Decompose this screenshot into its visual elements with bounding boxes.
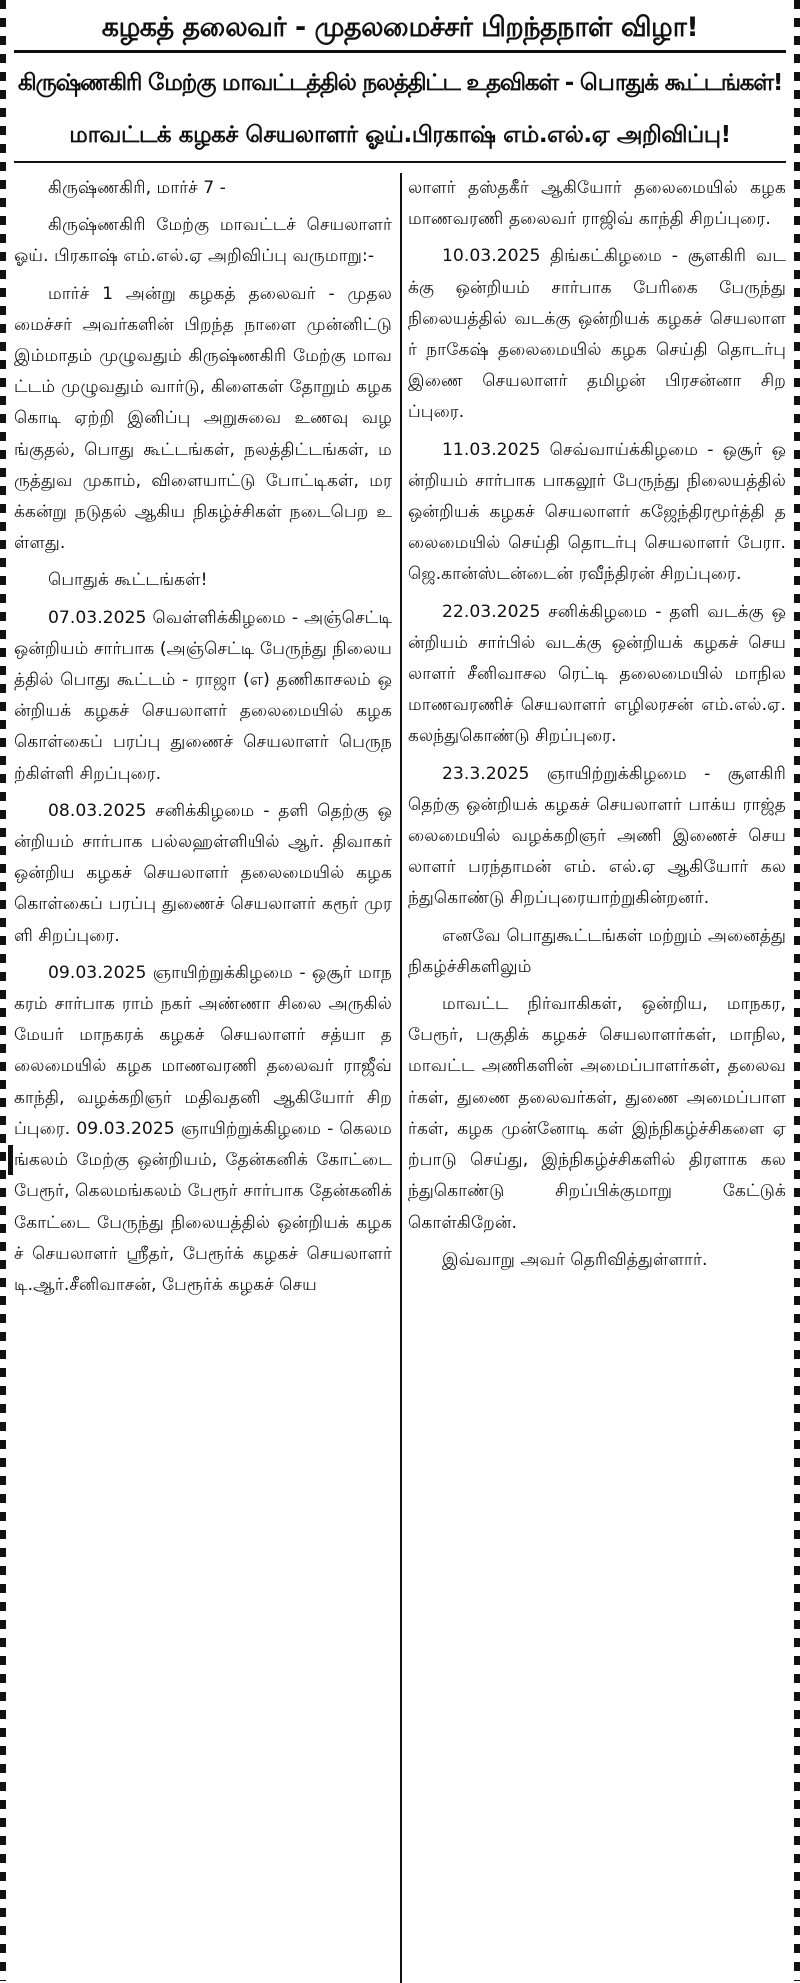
closing-line: இவ்வாறு அவர் தெரிவித்துள்ளார். [442,1249,708,1270]
paragraph: கிருஷ்ணகிரி மேற்கு மாவட்டச் செயலாளர் ஓய். பிரகாஷ் எம்.எல்.ஏ அறிவிப்பு வருமாறு:- [14,215,392,267]
column-marker [8,1145,13,1175]
headline: கிருஷ்ணகிரி மேற்கு மாவட்டத்தில் நலத்திட்ட உதவிகள் - பொதுக் கூட்டங்கள்! [17,70,783,96]
paragraph: எனவே பொதுகூட்டங்கள் மற்றும் அனைத்து நிகழ்ச்சிகளிலும் [408,925,786,977]
subheadline: மாவட்டக் கழகச் செயலாளர் ஓய்.பிரகாஷ் எம்.எல்.ஏ அறிவிப்பு! [14,115,786,163]
paragraph: 09.03.2025 ஞாயிற்றுக்கிழமை - ஒசூர் மாநகரம் சார்பாக ராம் நகர் அண்ணா சிலை அருகில் மேயர் மாநகரக் கழகச் செயலாளர் சத்யா தலைமையில் கழக மாணவரணி தலைவர் ராஜீவ் காந்தி, வழக்கறிஞர் மதிவதனி ஆகியோர் சிறப்புரை. 09.03.2025 ஞாயிற்றுக்கிழமை - கெலமங்கலம் மேற்கு ஒன்றியம், தேன்கனிக் கோட்டை பேரூர், கெலமங்கலம் பேரூர் சார்பாக தேன்கனிக் கோட்டை பேருந்து நிலையத்தில் ஒன்றியக் கழகச் செயலாளர் ஸ்ரீதர், பேரூர்க் கழகச் செயலாளர் டி.ஆர்.சீனிவாசன், பேரூர்க் கழகச் செய [14,962,392,1295]
paragraph: 22.03.2025 சனிக்கிழமை - தளி வடக்கு ஒன்றியம் சார்பில் வடக்கு ஒன்றியக் கழகச் செயலாளர் சீனிவாசல ரெட்டி தலைமையில் மாநில மாணவரணிச் செயலாளர் எழிலரசன் எம்.எல்.ஏ. கலந்துகொண்டு சிறப்புரை. [408,601,786,747]
paragraph: 11.03.2025 செவ்வாய்க்கிழமை - ஒசூர் ஒன்றியம் சார்பாக பாகலூர் பேருந்து நிலையத்தில் ஒன்றியக் கழகச் செயலாளர் கஜேந்திரமூர்த்தி தலைமையில் செய்தி தொடர்பு செயலாளர் பேரா. ஜெ.கான்ஸ்டன்டைன் ரவீந்திரன் சிறப்புரை. [408,439,786,585]
right-dashed-border [794,0,800,1981]
left-dashed-border [0,0,6,1981]
dateline: கிருஷ்ணகிரி, மார்ச் 7 - [48,178,226,198]
paragraph: 23.3.2025 ஞாயிற்றுக்கிழமை - சூளகிரி தெற்கு ஒன்றியக் கழகச் செயலாளர் பாக்ய ராஜ்தலைமையில் வழக்கறிஞர் அணி இணைச் செயலாளர் பரந்தாமன் எம். எல்.ஏ ஆகியோர் கலந்துகொண்டு சிறப்புரையாற்றுகின்றனர். [408,763,786,909]
paragraph: மார்ச் 1 அன்று கழகத் தலைவர் - முதலமைச்சர் அவர்களின் பிறந்த நாளை முன்னிட்டு இம்மாதம் முழுவதும் கிருஷ்ணகிரி மேற்கு மாவட்டம் முழுவதும் வார்டு, கிளைகள் தோறும் கழக கொடி ஏற்றி இனிப்பு அறுசுவை உணவு வழங்குதல், பொது கூட்டங்கள், நலத்திட்டங்கள், மருத்துவ முகாம், விளையாட்டு போட்டிகள், மரக்கன்று நடுதல் ஆகிய நிகழ்ச்சிகள் நடைபெற உள்ளது. [14,283,392,554]
paragraph: 07.03.2025 வெள்ளிக்கிழமை - அஞ்செட்டி ஒன்றியம் சார்பாக (அஞ்செட்டி பேருந்து நிலையத்தில் பொது கூட்டம் - ராஜா (எ) தணிகாசலம் ஒன்றியக் கழகச் செயலாளர் தலைமையில் கழக கொள்கைப் பரப்பு துணைச் செயலாளர் பெருநற்கிள்ளி சிறப்புரை. [14,607,392,784]
column-divider [400,173,402,1983]
paragraph: 08.03.2025 சனிக்கிழமை - தளி தெற்கு ஒன்றியம் சார்பாக பல்லஹள்ளியில் ஆர். திவாகர் ஒன்றிய கழகச் செயலாளர் தலைமையில் கழக கொள்கைப் பரப்பு துணைச் செயலாளர் கரூர் முரளி சிறப்புரை. [14,800,392,946]
paragraph-continued: லாளர் தஸ்தகீர் ஆகியோர் தலைமையில் கழக மாணவரணி தலைவர் ராஜிவ் காந்தி சிறப்புரை. [408,178,786,230]
right-column [408,173,786,1983]
paragraph: 10.03.2025 திங்கட்கிழமை - சூளகிரி வடக்கு ஒன்றியம் சார்பாக பேரிகை பேருந்து நிலையத்தில் வடக்கு ஒன்றியக் கழகச் செயலாளர் நாகேஷ் தலைமையில் கழக செய்தி தொடர்பு இணை செயலாளர் தமிழன் பிரசன்னா சிறப்புரை. [408,246,786,423]
article-body [14,173,786,1983]
paragraph: மாவட்ட நிர்வாகிகள், ஒன்றிய, மாநகர, பேரூர், பகுதிக் கழகச் செயலாளர்கள், மாநில, மாவட்ட அணிகளின் அமைப்பாளர்கள், தலைவர்கள், துணை தலைவர்கள், துணை அமைப்பாளர்கள், கழக முன்னோடி கள் இந்நிகழ்ச்சிகளை ஏற்பாடு செய்து, இந்நிகழ்ச்சிகளில் திரளாக கலந்துகொண்டு சிறப்பிக்குமாறு கேட்டுக் கொள்கிறேன். [408,994,786,1233]
section-subheading: பொதுக் கூட்டங்கள்! [48,570,208,591]
news-article [14,0,786,1983]
kicker-heading: கழகத் தலைவர் - முதலமைச்சர் பிறந்தநாள் விழா! [14,6,786,53]
left-column [14,173,392,1983]
